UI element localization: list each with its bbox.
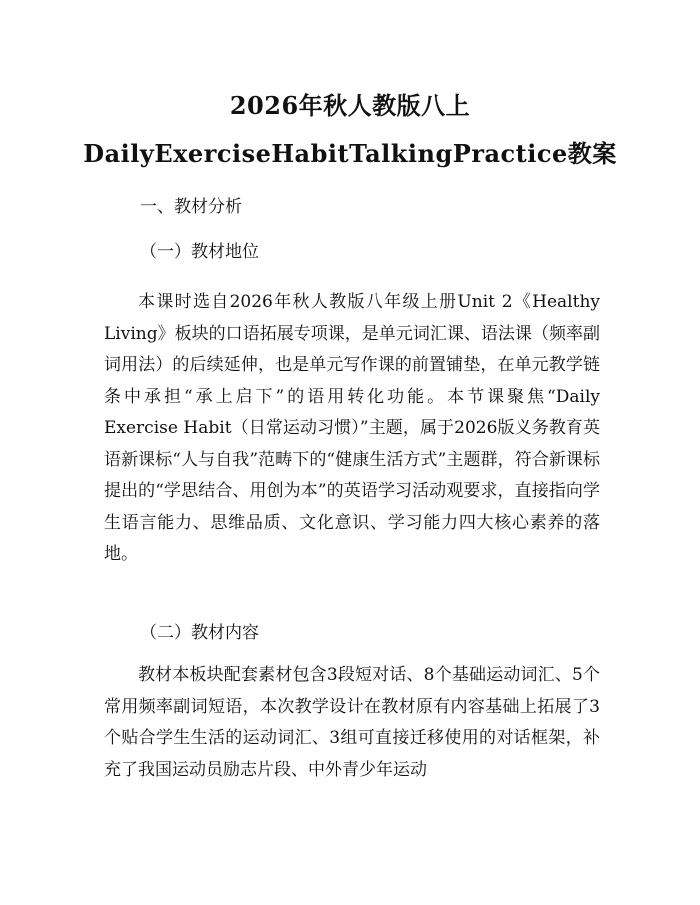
- paragraph-textbook-content: 教材本板块配套素材包含3段短对话、8个基础运动词汇、5个常用频率副词短语，本次教学设计在教材原有内容基础上拓展了3个贴合学生生活的运动词汇、3组可直接迁移使用的对话框架，补充了我国运动员励志片段、中外青少年运动: [104, 665, 600, 780]
- document-title-line-2: DailyExerciseHabitTalkingPractice教案: [83, 139, 617, 168]
- section-heading-textbook-analysis: 一、教材分析: [140, 197, 242, 217]
- paragraph-textbook-status: 本课时选自2026年秋人教版八年级上册Unit 2《Healthy Living》板块的口语拓展专项课，是单元词汇课、语法课（频率副词用法）的后续延伸，也是单元写作课的前置铺垫，在单元教学链条中承担“承上启下”的语用转化功能。本节课聚焦“Daily Exercise Habit（日常运动习惯）”主题，属于2026版义务教育英语新课标“人与自我”范畴下的“健康生活方式”主题群，符合新课标提出的“学思结合、用创为本”的英语学习活动观要求，直接指向学生语言能力、思维品质、文化意识、学习能力四大核心素养的落地。: [104, 292, 600, 564]
- subsection-heading-textbook-status: （一）教材地位: [140, 242, 259, 262]
- subsection-heading-textbook-content: （二）教材内容: [140, 623, 259, 643]
- document-title-line-1: 2026年秋人教版八上: [229, 91, 471, 120]
